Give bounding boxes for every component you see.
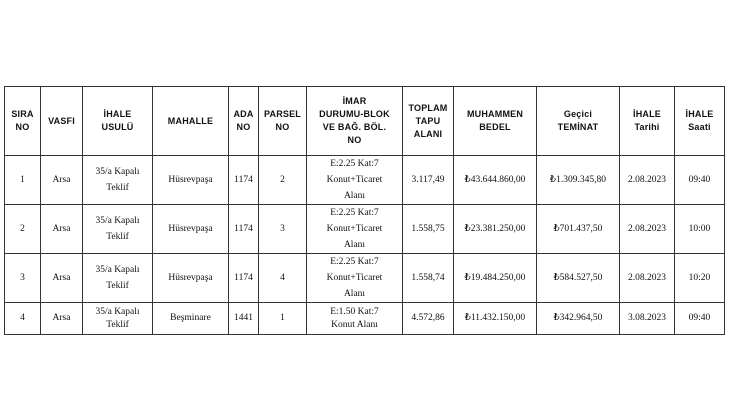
cell-imar-durumu: E:1.50 Kat:7 Konut Alanı (307, 303, 403, 335)
cell-toplam-tapu-alani: 1.558,75 (403, 205, 454, 254)
header-sira-no: SIRA NO (5, 87, 41, 156)
cell-gecici-teminat: ₺584.527,50 (537, 254, 620, 303)
cell-toplam-tapu-alani: 1.558,74 (403, 254, 454, 303)
table-header (5, 87, 725, 156)
cell-parsel-no: 4 (259, 254, 307, 303)
cell-ihale-usulu: 35/a Kapalı Teklif (83, 303, 153, 335)
cell-mahalle: Hüsrevpaşa (153, 254, 229, 303)
cell-sira-no: 3 (5, 254, 41, 303)
cell-mahalle: Beşminare (153, 303, 229, 335)
cell-vasfi: Arsa (41, 156, 83, 205)
cell-ihale-usulu: 35/a Kapalı Teklif (83, 156, 153, 205)
cell-vasfi: Arsa (41, 205, 83, 254)
cell-ada-no: 1441 (229, 303, 259, 335)
table-row (5, 303, 725, 335)
header-toplam-tapu-alani: TOPLAM TAPU ALANI (403, 87, 454, 156)
header-ihale-tarihi: İHALE Tarihi (620, 87, 675, 156)
cell-gecici-teminat: ₺342.964,50 (537, 303, 620, 335)
header-ada-no: ADA NO (229, 87, 259, 156)
cell-parsel-no: 1 (259, 303, 307, 335)
cell-muhammen-bedel: ₺19.484.250,00 (454, 254, 537, 303)
cell-sira-no: 2 (5, 205, 41, 254)
cell-ihale-saati: 10:00 (675, 205, 725, 254)
cell-toplam-tapu-alani: 3.117,49 (403, 156, 454, 205)
header-row (5, 87, 725, 156)
cell-vasfi: Arsa (41, 303, 83, 335)
cell-ada-no: 1174 (229, 205, 259, 254)
header-ihale-saati: İHALE Saati (675, 87, 725, 156)
cell-muhammen-bedel: ₺11.432.150,00 (454, 303, 537, 335)
header-ihale-usulu: İHALE USULÜ (83, 87, 153, 156)
cell-sira-no: 1 (5, 156, 41, 205)
cell-ihale-usulu: 35/a Kapalı Teklif (83, 254, 153, 303)
cell-ihale-saati: 10:20 (675, 254, 725, 303)
cell-muhammen-bedel: ₺23.381.250,00 (454, 205, 537, 254)
header-parsel-no: PARSEL NO (259, 87, 307, 156)
table-row (5, 205, 725, 254)
cell-vasfi: Arsa (41, 254, 83, 303)
cell-gecici-teminat: ₺1.309.345,80 (537, 156, 620, 205)
cell-ihale-saati: 09:40 (675, 156, 725, 205)
table-row (5, 156, 725, 205)
cell-imar-durumu: E:2.25 Kat:7 Konut+Ticaret Alanı (307, 254, 403, 303)
cell-toplam-tapu-alani: 4.572,86 (403, 303, 454, 335)
cell-mahalle: Hüsrevpaşa (153, 156, 229, 205)
cell-gecici-teminat: ₺701.437,50 (537, 205, 620, 254)
cell-ihale-tarihi: 2.08.2023 (620, 156, 675, 205)
cell-parsel-no: 3 (259, 205, 307, 254)
auction-table (4, 86, 725, 335)
cell-imar-durumu: E:2.25 Kat:7 Konut+Ticaret Alanı (307, 156, 403, 205)
header-imar-durumu: İMAR DURUMU-BLOK VE BAĞ. BÖL. NO (307, 87, 403, 156)
header-mahalle: MAHALLE (153, 87, 229, 156)
cell-muhammen-bedel: ₺43.644.860,00 (454, 156, 537, 205)
cell-ihale-tarihi: 3.08.2023 (620, 303, 675, 335)
header-muhammen-bedel: MUHAMMEN BEDEL (454, 87, 537, 156)
cell-sira-no: 4 (5, 303, 41, 335)
cell-ihale-usulu: 35/a Kapalı Teklif (83, 205, 153, 254)
header-gecici-teminat: Geçici TEMİNAT (537, 87, 620, 156)
cell-ihale-saati: 09:40 (675, 303, 725, 335)
table-row (5, 254, 725, 303)
cell-ihale-tarihi: 2.08.2023 (620, 205, 675, 254)
cell-ada-no: 1174 (229, 254, 259, 303)
header-vasfi: VASFI (41, 87, 83, 156)
cell-ada-no: 1174 (229, 156, 259, 205)
cell-mahalle: Hüsrevpaşa (153, 205, 229, 254)
cell-parsel-no: 2 (259, 156, 307, 205)
cell-imar-durumu: E:2.25 Kat:7 Konut+Ticaret Alanı (307, 205, 403, 254)
cell-ihale-tarihi: 2.08.2023 (620, 254, 675, 303)
table-body (5, 156, 725, 335)
